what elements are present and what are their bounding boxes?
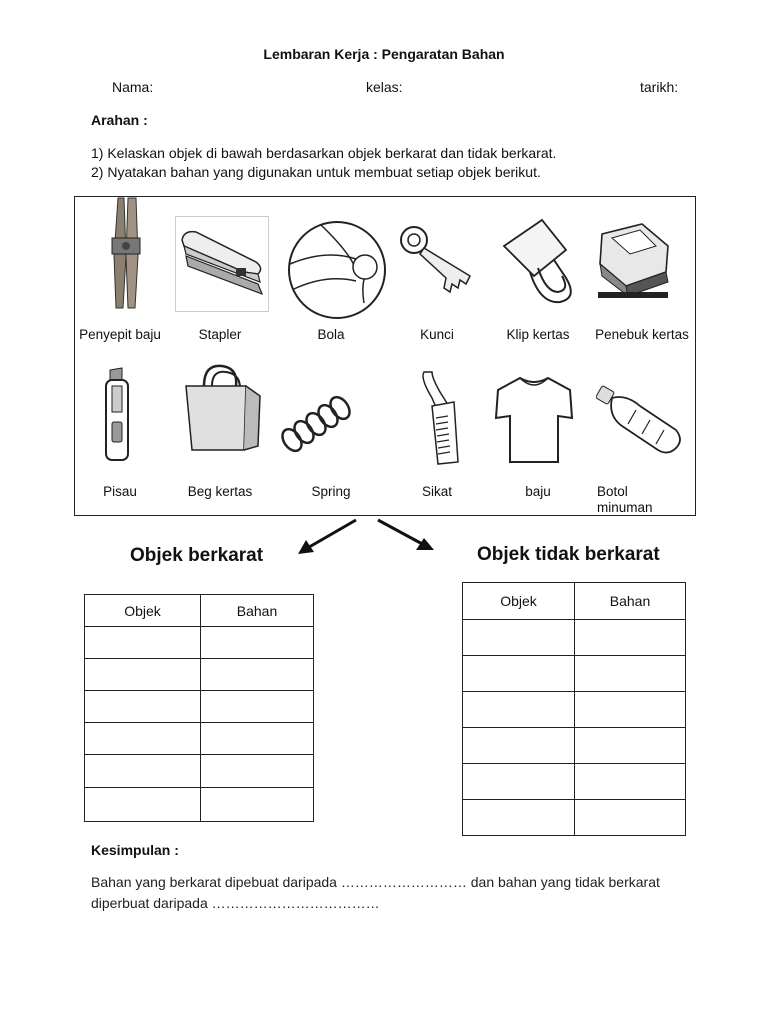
table-row [85,691,314,723]
rusty-col-objek: Objek [85,595,201,627]
table-row [463,692,686,728]
object-label-kunci: Kunci [420,327,454,342]
table-row [85,627,314,659]
key-icon [398,222,478,298]
kelas-label: kelas: [366,79,403,95]
not-rusty-table [462,582,686,836]
tarikh-label: tarikh: [640,79,679,95]
instruction-step-1: 1) Kelaskan objek di bawah berdasarkan objek berkarat dan tidak berkarat. [91,145,557,161]
table-row [463,656,686,692]
bottle-icon [596,384,686,458]
tshirt-icon [494,374,574,466]
object-label-botol-minuman: Botol minuman [597,484,653,515]
table-row [85,788,314,822]
paper-bag-icon [178,362,264,456]
rusty-col-bahan: Bahan [201,595,314,627]
nama-label: Nama: [112,79,154,95]
comb-icon [418,368,464,466]
object-label-beg-kertas: Beg kertas [187,484,253,499]
binder-clip-icon [500,216,584,308]
table-row [463,800,686,836]
split-arrows [290,516,440,560]
conclusion-text: Bahan yang berkarat dipebuat daripada ……………………… dan bahan yang tidak berkarat diperbuat daripada ……………………………… [91,874,660,911]
object-label-penyepit-baju: Penyepit baju [79,327,161,342]
table-row [85,755,314,788]
object-label-bola: Bola [317,327,345,342]
object-label-pisau: Pisau [103,484,137,499]
ball-icon [286,219,388,321]
not-rusty-col-bahan: Bahan [575,583,686,620]
table-row [463,764,686,800]
table-row [85,659,314,691]
stapler-icon [178,222,266,304]
not-rusty-col-objek: Objek [463,583,575,620]
rusty-table [84,594,314,822]
instructions-heading: Arahan : [91,112,148,128]
object-label-klip-kertas: Klip kertas [506,327,570,342]
object-label-stapler: Stapler [198,327,242,342]
table-row [85,723,314,755]
worksheet-title: Lembaran Kerja : Pengaratan Bahan [263,46,505,62]
cutter-knife-icon [100,366,140,464]
instruction-step-2: 2) Nyatakan bahan yang digunakan untuk membuat setiap objek berikut. [91,164,541,180]
table-row [463,620,686,656]
conclusion-heading: Kesimpulan : [91,842,179,858]
not-rusty-heading: Objek tidak berkarat [477,544,660,565]
object-label-sikat: Sikat [421,484,452,499]
clothespin-icon [108,196,144,312]
object-label-baju: baju [525,484,551,499]
hole-punch-icon [596,220,672,304]
spring-icon [280,388,360,456]
object-label-penebuk-kertas: Penebuk kertas [595,327,689,342]
object-label-spring: Spring [311,484,351,499]
table-row [463,728,686,764]
rusty-heading: Objek berkarat [130,545,264,566]
